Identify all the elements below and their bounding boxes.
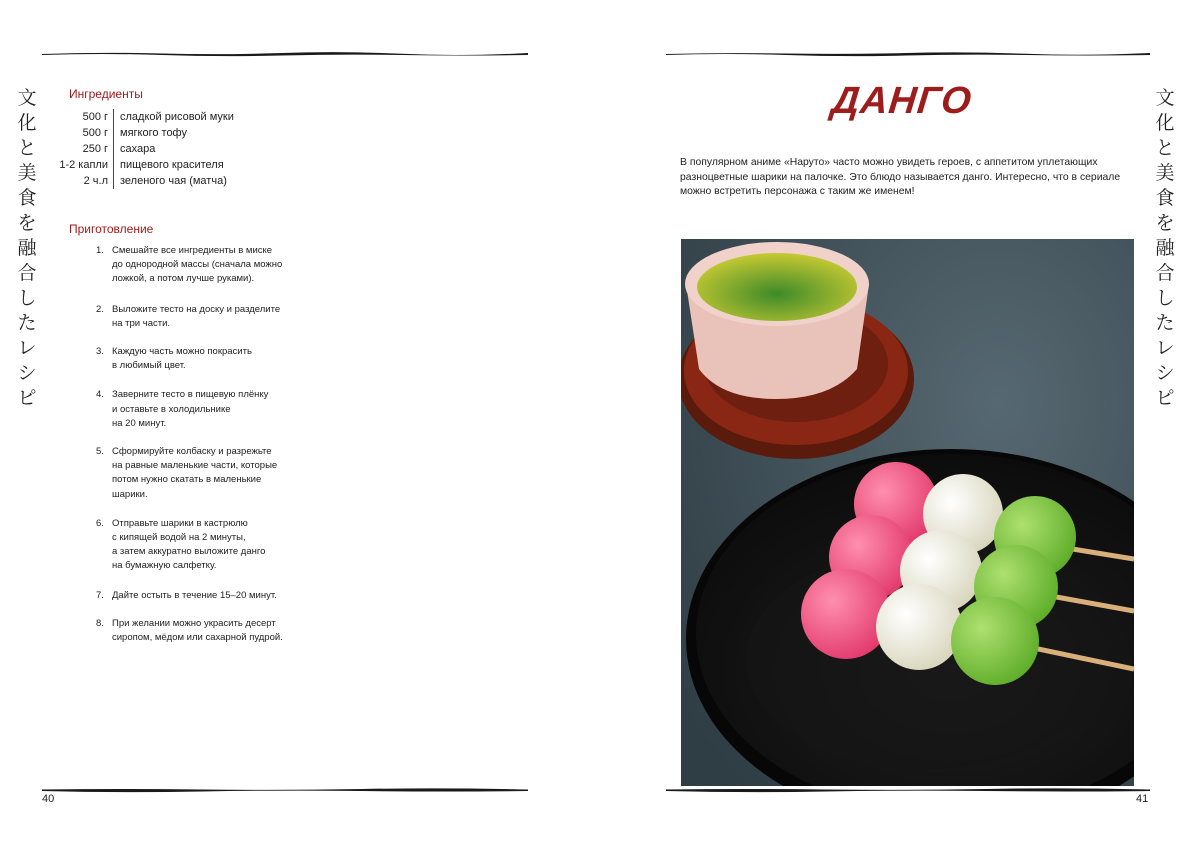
vertical-caption-char: シ [17, 362, 37, 384]
vertical-caption-char: を [1155, 212, 1175, 234]
vertical-caption-char: 美 [1155, 162, 1175, 184]
bottom-brush-stroke [666, 786, 1150, 792]
step-text: Заверните тесто в пищевую плёнку и оставьте в холодильнике на 20 минут. [112, 389, 269, 429]
vertical-japanese-caption [1154, 86, 1176, 411]
step-number: 8. [96, 617, 104, 629]
steps-list [96, 244, 336, 645]
step-text: При желании можно украсить десерт сиропом, мёдом или сахарной пудрой. [112, 617, 283, 644]
ingredient-quantity: 500 г [82, 127, 108, 139]
ingredient-row [50, 157, 234, 173]
vertical-caption-char: レ [17, 337, 37, 359]
ingredient-quantity: 1-2 капли [59, 159, 108, 171]
ingredient-name: пищевого красителя [120, 159, 224, 171]
ingredient-quantity: 250 г [82, 143, 108, 155]
step-item [96, 303, 336, 331]
vertical-caption-char: 食 [17, 187, 37, 209]
vertical-caption-char: 美 [17, 162, 37, 184]
ingredient-name: зеленого чая (матча) [120, 175, 227, 187]
step-item [96, 388, 336, 431]
vertical-caption-char: た [1155, 312, 1175, 334]
step-item [96, 517, 336, 574]
step-item [96, 617, 336, 645]
step-number: 1. [96, 245, 104, 256]
page-number: 41 [1136, 793, 1149, 805]
page-number: 40 [42, 793, 55, 805]
intro-paragraph: В популярном аниме «Наруто» часто можно увидеть героев, с аппетитом уплетающих разноцветные шарики на палочке. Это блюдо называется данго. Интересно, что в сериале можно встретить персонажа с таким же именем! [680, 157, 1121, 198]
step-item [96, 445, 336, 502]
vertical-caption-char: し [17, 287, 37, 309]
step-number: 7. [96, 589, 104, 601]
vertical-caption-char: と [17, 137, 37, 159]
ingredient-row [50, 173, 234, 189]
step-text: Сформируйте колбаску и разрежьте на равные маленькие части, которые потом нужно скатать в маленькие шарики. [112, 446, 278, 500]
vertical-caption-char: 融 [1155, 237, 1175, 259]
vertical-caption-char: ピ [17, 387, 37, 409]
top-brush-stroke [666, 50, 1150, 56]
ingredients-list [50, 109, 234, 189]
vertical-caption-char: し [1155, 287, 1175, 309]
vertical-caption-char: を [17, 212, 37, 234]
ingredient-row [50, 141, 234, 157]
preparation-title: Приготовление [69, 222, 154, 236]
step-text: Выложите тесто на доску и разделите на три части. [112, 303, 281, 329]
vertical-caption-char: 文 [17, 87, 37, 109]
recipe-title: ДАНГО [829, 80, 974, 122]
vertical-caption-char: シ [1155, 362, 1175, 384]
step-item [96, 244, 336, 287]
ingredients-title: Ингредиенты [69, 87, 143, 101]
vertical-caption-char: 食 [1155, 187, 1175, 209]
right-page [596, 0, 1192, 843]
ingredient-name: мягкого тофу [120, 127, 187, 139]
ingredient-row [50, 125, 234, 141]
vertical-caption-char: 化 [1155, 112, 1175, 134]
ingredient-name: сахара [120, 143, 156, 155]
step-number: 2. [96, 303, 104, 315]
step-number: 5. [96, 446, 104, 458]
vertical-caption-char: と [1155, 137, 1175, 159]
vertical-caption-char: ピ [1155, 387, 1175, 409]
ingredient-quantity: 2 ч.л [83, 175, 108, 187]
step-number: 3. [96, 346, 104, 358]
vertical-caption-char: 融 [17, 237, 37, 259]
vertical-japanese-caption [16, 86, 38, 411]
ingredient-row [50, 109, 234, 125]
step-text: Отправьте шарики в кастрюлю с кипящей водой на 2 минуты, а затем аккуратно выложите данго на бумажную салфетку. [112, 517, 266, 572]
vertical-caption-char: 化 [17, 112, 37, 134]
vertical-caption-char: た [17, 312, 37, 334]
ingredient-quantity: 500 г [82, 111, 108, 123]
step-number: 6. [96, 517, 104, 529]
step-text: Дайте остыть в течение 15–20 минут. [112, 589, 277, 601]
ingredient-name: сладкой рисовой муки [120, 111, 234, 123]
step-text: Каждую часть можно покрасить в любимый цвет. [112, 346, 252, 372]
step-item [96, 589, 336, 603]
bottom-brush-stroke [42, 786, 528, 792]
vertical-caption-char: 合 [1155, 262, 1175, 284]
vertical-caption-char: 文 [1155, 87, 1175, 109]
vertical-caption-char: レ [1155, 337, 1175, 359]
top-brush-stroke [42, 50, 528, 56]
vertical-caption-char: 合 [17, 262, 37, 284]
step-item [96, 345, 336, 373]
dango-photo [681, 239, 1134, 786]
step-text: Смешайте все ингредиенты в миске до однородной массы (сначала можно ложкой, а потом лучше руками). [112, 245, 283, 285]
step-number: 4. [96, 389, 104, 401]
